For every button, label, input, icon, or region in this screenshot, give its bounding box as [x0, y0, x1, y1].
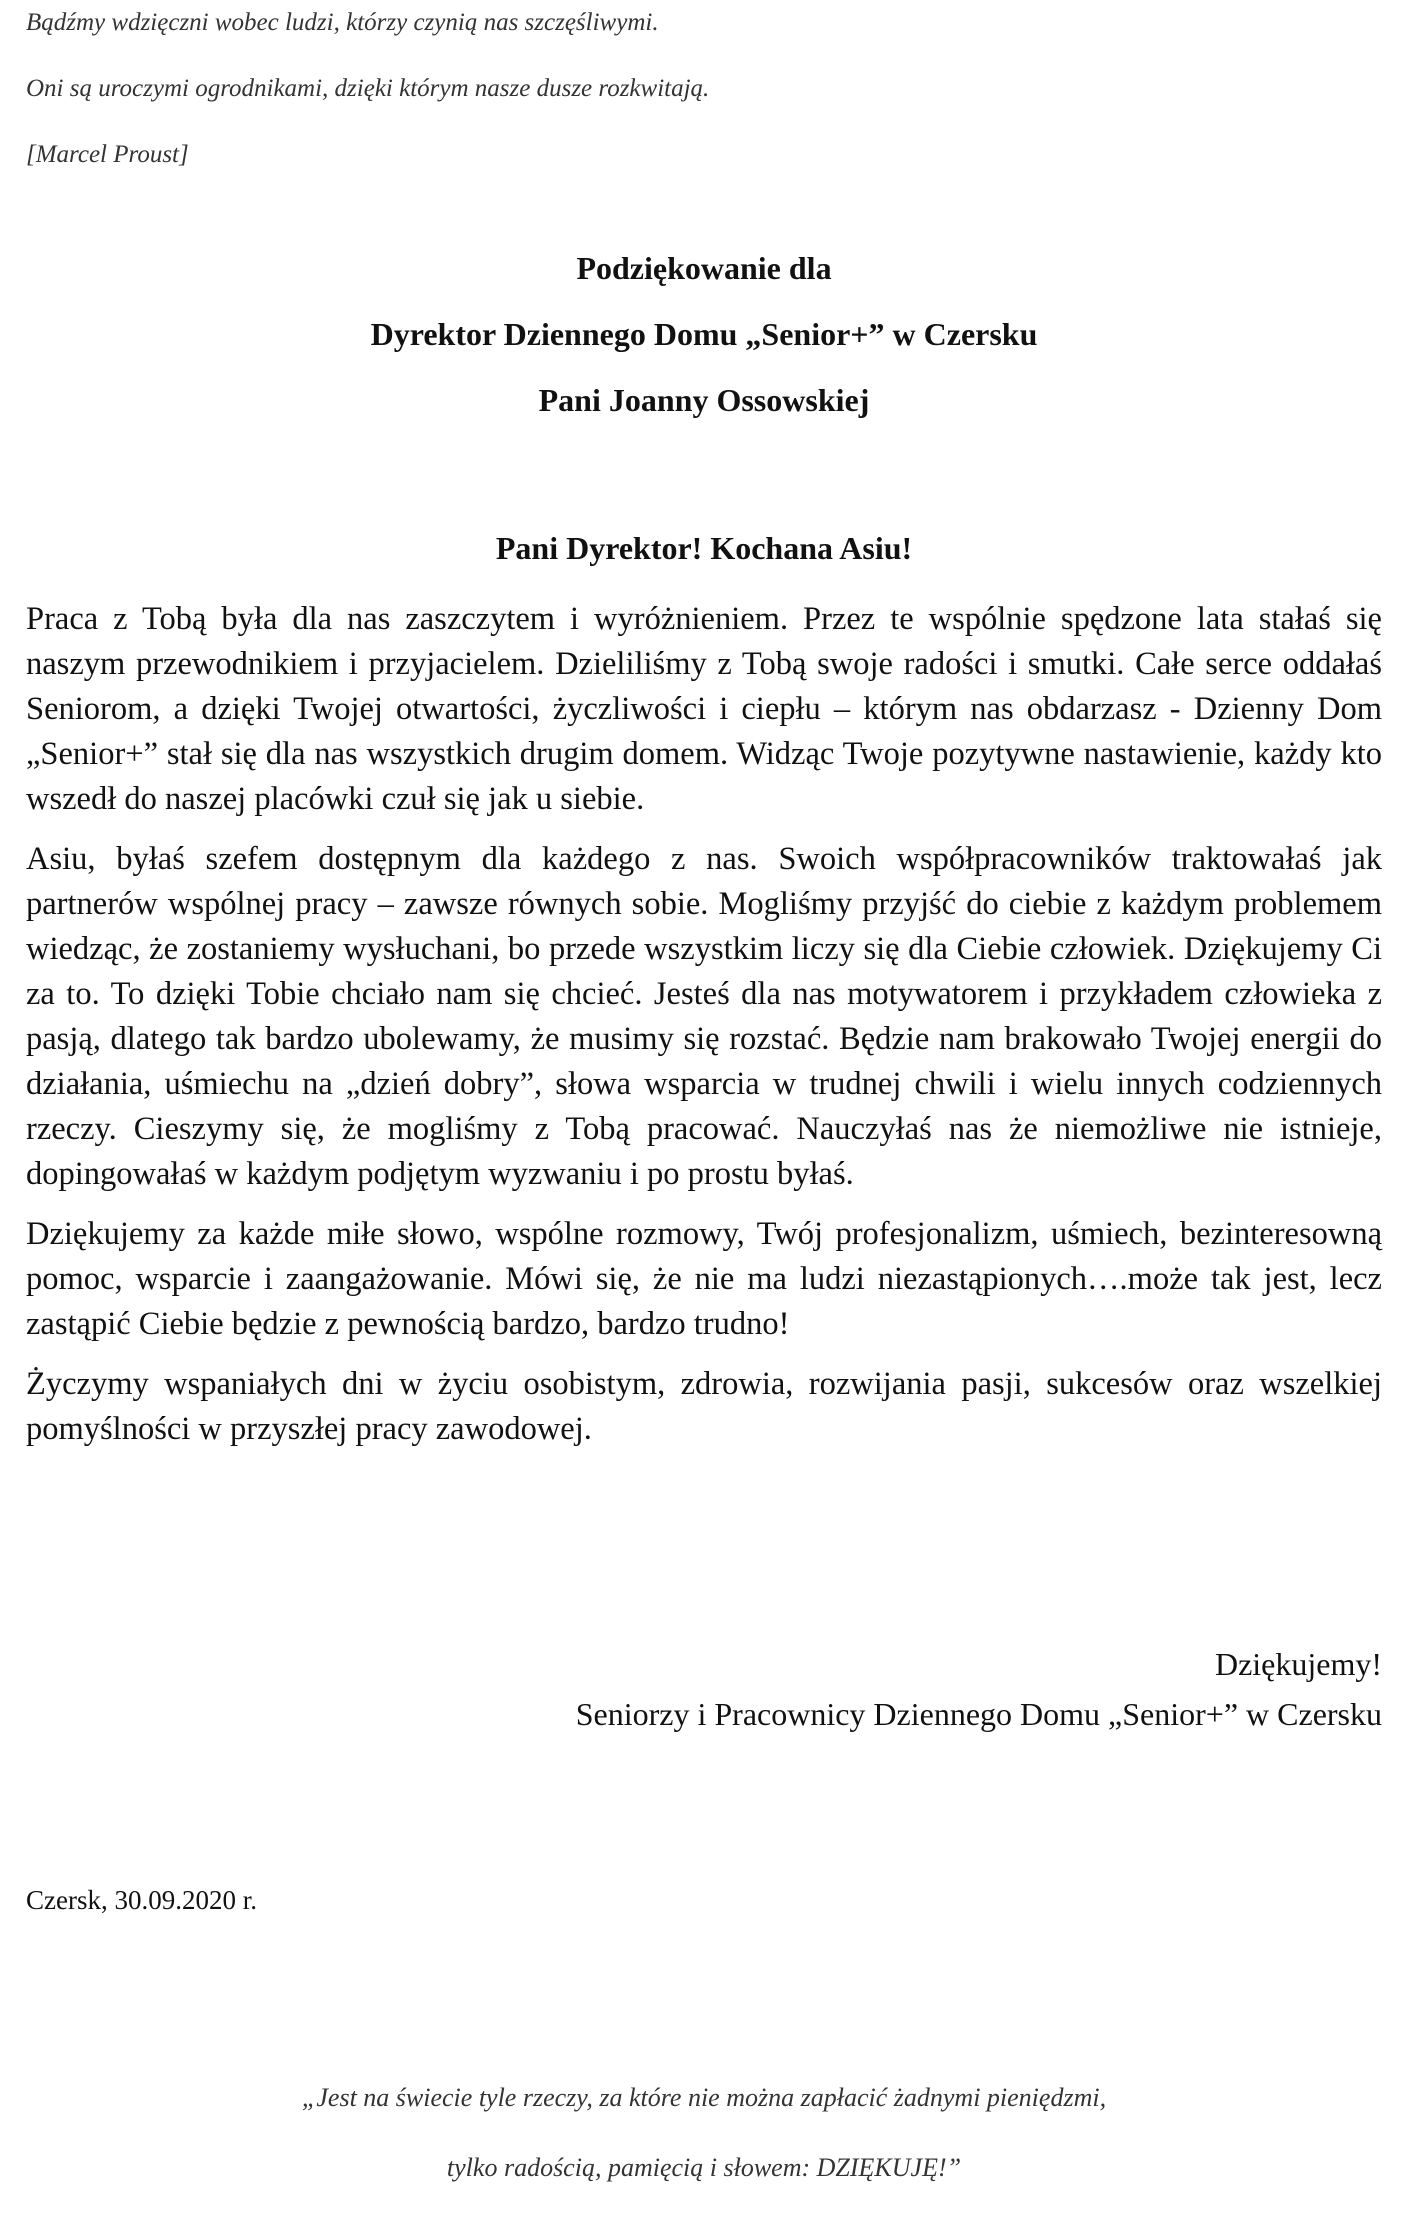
document-title: [26, 248, 1382, 446]
closing-thanks: Dziękujemy!: [1214, 1646, 1382, 1682]
title-line-1: Podziękowanie dla: [576, 250, 832, 286]
body-paragraph-3: Dziękujemy za każde miłe słowo, wspólne rozmowy, Twój profesjonalizm, uśmiech, bezinteresowną pomoc, wsparcie i zaangażowanie. Mówi się, że nie ma ludzi niezastąpionych….może tak jest, lecz zastąpić Ciebie będzie z pewnością bardzo, bardzo trudno!: [26, 1216, 1382, 1342]
body-paragraph-1: Praca z Tobą była dla nas zaszczytem i wyróżnieniem. Przez te wspólnie spędzone lata stałaś się naszym przewodnikiem i przyjacielem. Dzieliliśmy z Tobą swoje radości i smutki. Całe serce oddałaś Seniorom, a dzięki Twojej otwartości, życzliwości i ciepłu – którym nas obdarzasz - Dzienny Dom „Senior+” stał się dla nas wszystkich drugim domem. Widząc Twoje pozytywne nastawienie, każdy kto wszedł do naszej placówki czuł się jak u siebie.: [26, 601, 1382, 817]
title-line-2: Dyrektor Dziennego Domu „Senior+” w Czersku: [370, 316, 1038, 352]
salutation: Pani Dyrektor! Kochana Asiu!: [495, 530, 913, 566]
motto-block: [26, 6, 1226, 204]
body-paragraph-4: Życzymy wspaniałych dni w życiu osobistym, zdrowia, rozwijania pasji, sukcesów oraz wszelkiej pomyślności w przyszłej pracy zawodowej.: [26, 1366, 1382, 1447]
body-paragraph-2: Asiu, byłaś szefem dostępnym dla każdego z nas. Swoich współpracowników traktowałaś jak partnerów wspólnej pracy – zawsze równych sobie. Mogliśmy przyjść do ciebie z każdym problemem wiedząc, że zostaniemy wysłuchani, bo przede wszystkim liczy się dla Ciebie człowiek. Dziękujemy Ci za to. To dzięki Tobie chciało nam się chcieć. Jesteś dla nas motywatorem i przykładem człowieka z pasją, dlatego tak bardzo ubolewamy, że musimy się rozstać. Będzie nam brakowało Twojej energii do działania, uśmiechu na „dzień dobry”, słowa wsparcia w trudnej chwili i wielu innych codziennych rzeczy. Cieszymy się, że mogliśmy z Tobą pracować. Nauczyłaś nas że niemożliwe nie istnieje, dopingowałaś w każdym podjętym wyzwaniu i po prostu byłaś.: [26, 841, 1382, 1192]
motto-line-1: Bądźmy wdzięczni wobec ludzi, którzy czynią nas szczęśliwymi.: [26, 9, 659, 36]
closing-block: [26, 1644, 1382, 1744]
place-date: Czersk, 30.09.2020 r.: [26, 1885, 257, 1915]
letter-body: [26, 597, 1382, 1467]
closing-quote: [26, 2080, 1382, 2220]
quote-line-1: „Jest na świecie tyle rzeczy, za które nie można zapłacić żadnymi pieniędzmi,: [301, 2083, 1107, 2112]
motto-line-2: Oni są uroczymi ogrodnikami, dzięki którym nasze dusze rozkwitają.: [26, 75, 710, 102]
closing-signature: Seniorzy i Pracownicy Dziennego Domu „Senior+” w Czersku: [575, 1696, 1382, 1732]
quote-line-2: tylko radością, pamięcią i słowem: DZIĘKUJĘ!”: [446, 2153, 962, 2182]
motto-author: [Marcel Proust]: [26, 141, 189, 168]
title-line-3: Pani Joanny Ossowskiej: [538, 382, 870, 418]
